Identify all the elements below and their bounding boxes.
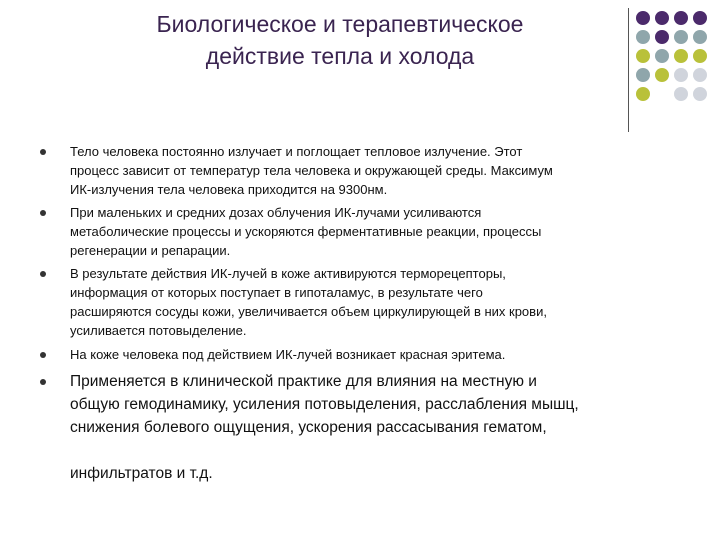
title-line-2: действие тепла и холода <box>205 43 475 69</box>
decorative-dot <box>674 49 688 63</box>
decorative-dot <box>674 87 688 101</box>
bullet-line: усиливается потовыделение. <box>70 323 247 338</box>
decorative-dot <box>655 11 669 25</box>
bullet-line: снижения болевого ощущения, ускорения рассасывания гематом, <box>70 419 547 436</box>
bullet-text <box>70 370 670 485</box>
decorative-dot <box>693 30 707 44</box>
bullet-line: Применяется в клинической практике для влияния на местную и <box>70 373 537 390</box>
bullet-line: процесс зависит от температур тела человека и окружающей среды. Максимум <box>70 163 553 178</box>
slide-title <box>60 8 620 72</box>
vertical-divider <box>628 8 629 132</box>
bullet-marker <box>40 352 46 358</box>
bullet-text <box>70 142 670 199</box>
decorative-dot <box>693 87 707 101</box>
title-line-1: Биологическое и терапевтическое <box>156 11 524 37</box>
bullet-line: ИК-излучения тела человека приходится на 9300нм. <box>70 182 388 197</box>
bullet-line <box>70 442 74 459</box>
decorative-dot <box>636 68 650 82</box>
decorative-dot <box>655 68 669 82</box>
decorative-dot <box>636 49 650 63</box>
decorative-dot <box>655 30 669 44</box>
decorative-dot <box>674 11 688 25</box>
decorative-dot <box>674 30 688 44</box>
bullet-text <box>70 345 670 364</box>
bullet-line: метаболические процессы и ускоряются ферментативные реакции, процессы <box>70 224 542 239</box>
decorative-dot <box>693 68 707 82</box>
decorative-dot <box>674 68 688 82</box>
bullet-marker <box>40 149 46 155</box>
bullet-line: При маленьких и средних дозах облучения ИК-лучами усиливаются <box>70 205 482 220</box>
bullet-text <box>70 203 670 260</box>
decorative-dot <box>693 11 707 25</box>
decorative-dot <box>636 30 650 44</box>
bullet-line: регенерации и репарации. <box>70 243 231 258</box>
bullet-text <box>70 264 670 340</box>
bullet-marker <box>40 210 46 216</box>
decorative-dot <box>693 49 707 63</box>
bullet-line: информация от которых поступает в гипоталамус, в результате чего <box>70 285 483 300</box>
decorative-dot <box>636 11 650 25</box>
bullet-line: В результате действия ИК-лучей в коже активируются терморецепторы, <box>70 266 506 281</box>
bullet-marker <box>40 379 46 385</box>
bullet-line: общую гемодинамику, усиления потовыделения, расслабления мышц, <box>70 396 579 413</box>
bullet-line: Тело человека постоянно излучает и поглощает тепловое излучение. Этот <box>70 144 523 159</box>
decorative-dot-grid <box>636 11 716 111</box>
decorative-dot <box>636 87 650 101</box>
bullet-line: инфильтратов и т.д. <box>70 465 213 482</box>
bullet-line: На коже человека под действием ИК-лучей возникает красная эритема. <box>70 347 506 362</box>
decorative-dot <box>655 49 669 63</box>
bullet-marker <box>40 271 46 277</box>
bullet-line: расширяются сосуды кожи, увеличивается объем циркулирующей в них крови, <box>70 304 547 319</box>
